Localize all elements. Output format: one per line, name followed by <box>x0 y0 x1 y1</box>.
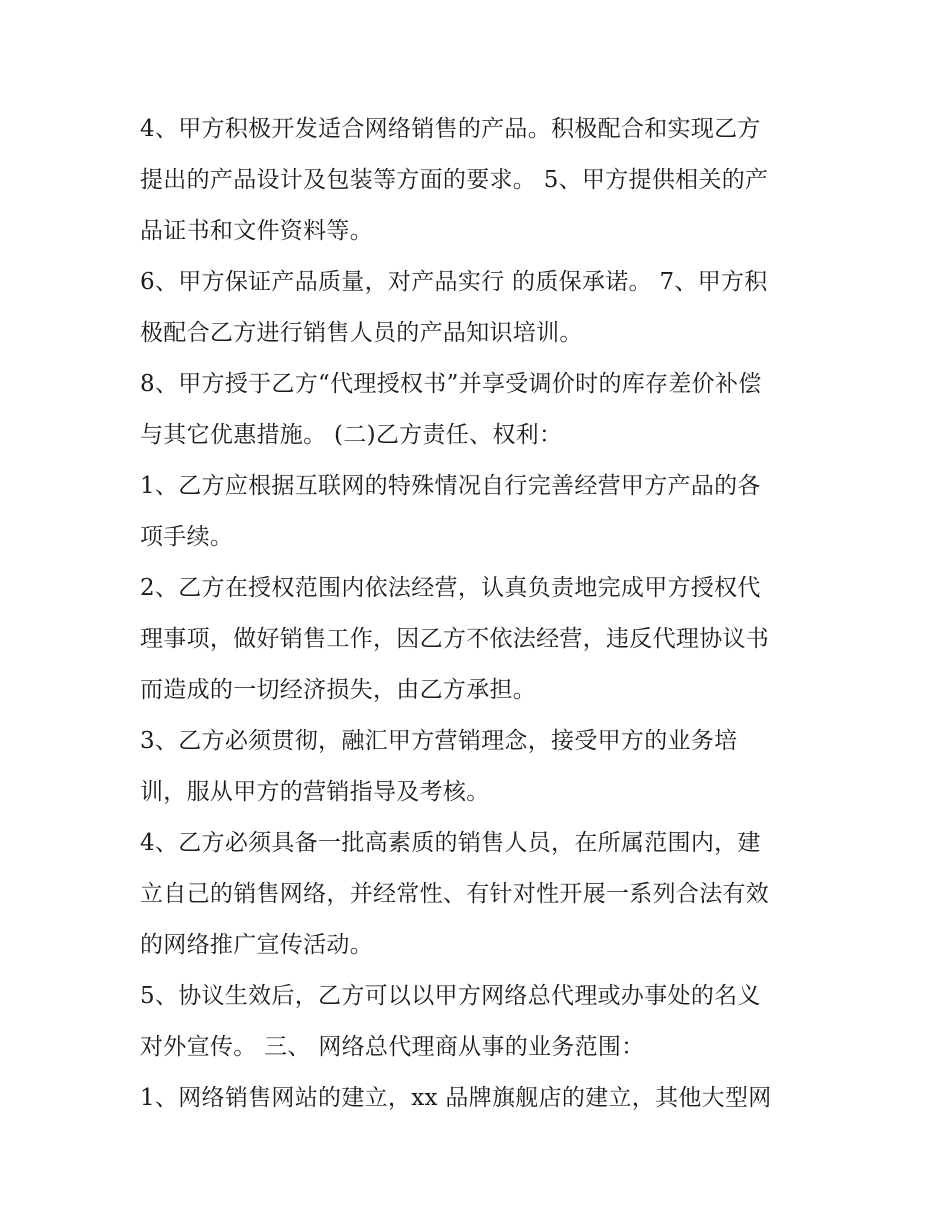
text-line: 与其它优惠措施。 (二)乙方责任、权利： <box>140 422 563 448</box>
text-line: 4、甲方积极开发适合网络销售的产品。积极配合和实现乙方 <box>140 116 761 142</box>
text-line: 训，服从甲方的营销指导及考核。 <box>140 779 490 805</box>
text-line: 对外宣传。 三、 网络总代理商从事的业务范围： <box>140 1034 645 1060</box>
document-body <box>140 104 830 1124</box>
text-line: 品证书和文件资料等。 <box>140 218 373 244</box>
text-line: 立自己的销售网络，并经常性、有针对性开展一系列合法有效 <box>140 881 770 907</box>
text-line: 4、乙方必须具备一批高素质的销售人员，在所属范围内，建 <box>140 830 761 856</box>
text-line: 项手续。 <box>140 524 234 550</box>
text-line: 3、乙方必须贯彻，融汇甲方营销理念，接受甲方的业务培 <box>140 728 738 754</box>
text-line: 提出的产品设计及包装等方面的要求。 5、甲方提供相关的产 <box>140 167 769 193</box>
text-line: 2、乙方在授权范围内依法经营，认真负责地完成甲方授权代 <box>140 575 761 601</box>
text-line: 1、乙方应根据互联网的特殊情况自行完善经营甲方产品的各 <box>140 473 761 499</box>
text-line: 5、协议生效后，乙方可以以甲方网络总代理或办事处的名义 <box>140 983 761 1009</box>
text-line: 6、甲方保证产品质量，对产品实行 的质保承诺。 7、甲方积 <box>140 269 768 295</box>
text-line: 8、甲方授于乙方“代理授权书”并享受调价时的库存差价补偿 <box>140 371 762 397</box>
text-line: 的网络推广宣传活动。 <box>140 932 373 958</box>
text-line: 而造成的一切经济损失，由乙方承担。 <box>140 677 537 703</box>
text-line: 极配合乙方进行销售人员的产品知识培训。 <box>140 320 583 346</box>
text-line: 1、网络销售网站的建立，xx 品牌旗舰店的建立，其他大型网 <box>140 1085 772 1111</box>
text-line: 理事项，做好销售工作，因乙方不依法经营，违反代理协议书 <box>140 626 770 652</box>
